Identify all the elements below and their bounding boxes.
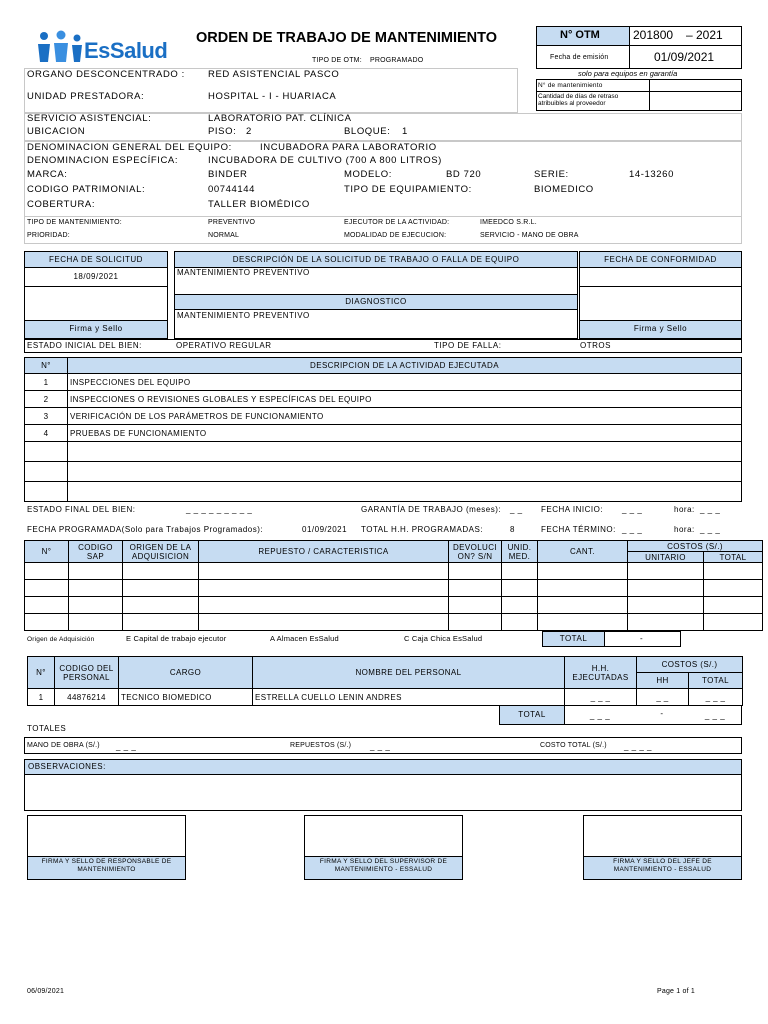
total-hh-value: 8	[510, 525, 515, 534]
serie-value: 14-13260	[629, 169, 674, 180]
fecha-prog-value: 01/09/2021	[302, 525, 348, 534]
per-total-header: TOTAL	[689, 673, 743, 689]
activity-desc: INSPECCIONES O REVISIONES GLOBALES Y ESPECÍFICAS DEL EQUIPO	[68, 391, 742, 408]
signature-label-2: FIRMA Y SELLO DEL SUPERVISOR DE MANTENIMIENTO - ESSALUD	[319, 858, 448, 873]
activity-num: 3	[25, 408, 68, 425]
personal-table	[27, 656, 743, 706]
family-logo-icon	[36, 30, 86, 64]
per-total: _ _ _	[689, 689, 743, 706]
per-codigo-header: CODIGO DEL PERSONAL	[55, 657, 119, 689]
diagnostico-label: DIAGNOSTICO	[345, 297, 407, 306]
fecha-emision-label: Fecha de emisión	[550, 54, 609, 61]
diagnostico-value: MANTENIMIENTO PREVENTIVO	[177, 311, 310, 320]
per-costos-header: COSTOS (S/.)	[637, 657, 743, 673]
otm-number: 201800	[633, 28, 674, 42]
rep-devolucion-header: DEVOLUCI ON? S/N	[449, 541, 502, 563]
conformidad-label: FECHA DE CONFORMIDAD	[604, 255, 717, 264]
per-nombre-header: NOMBRE DEL PERSONAL	[253, 657, 565, 689]
origen-e: E Capital de trabajo ejecutor	[126, 634, 227, 643]
activity-desc: PRUEBAS DE FUNCIONAMIENTO	[68, 425, 742, 442]
servicio-value: LABORATORIO PAT. CLÍNICA	[208, 113, 352, 124]
rep-num-header: N°	[25, 541, 69, 563]
repuestos-table	[24, 540, 763, 631]
activity-num: 2	[25, 391, 68, 408]
piso-value: 2	[246, 126, 252, 137]
per-cargo: TECNICO BIOMEDICO	[119, 689, 253, 706]
tipo-equip-label: TIPO DE EQUIPAMIENTO:	[344, 184, 472, 195]
activity-desc	[68, 482, 742, 502]
total-hh-label: TOTAL H.H. PROGRAMADAS:	[361, 525, 484, 534]
footer-date: 06/09/2021	[27, 988, 65, 995]
organo-label: ORGANO DESCONCENTRADO :	[27, 69, 185, 80]
estado-final-label: ESTADO FINAL DEL BIEN:	[27, 505, 136, 514]
estado-final-value: _ _ _ _ _ _ _ _ _	[186, 505, 253, 514]
fecha-inicio-label: FECHA INICIO:	[541, 505, 604, 514]
tipo-falla-label: TIPO DE FALLA:	[434, 341, 502, 350]
activities-table	[24, 357, 742, 502]
rep-unitario-header: UNITARIO	[628, 552, 704, 563]
per-hh-header: H.H. EJECUTADAS	[565, 657, 637, 689]
per-num: 1	[28, 689, 55, 706]
activity-num	[25, 462, 68, 482]
unidad-value: HOSPITAL - I - HUARIACA	[208, 91, 337, 102]
rep-costos-header: COSTOS (S/.)	[628, 541, 763, 552]
estado-inicial-value: OPERATIVO REGULAR	[176, 341, 272, 350]
marca-label: MARCA:	[27, 169, 68, 180]
table-row	[25, 442, 742, 462]
tipo-mant-label: TIPO DE MANTENIMIENTO:	[27, 219, 122, 226]
per-codigo: 44876214	[55, 689, 119, 706]
per-total-total: _ _ _	[704, 711, 726, 720]
costo-value: _ _ _ _	[624, 742, 652, 751]
table-row	[25, 597, 763, 614]
per-num-header: N°	[28, 657, 55, 689]
footer-page: Page 1 of 1	[657, 988, 696, 995]
table-row	[25, 563, 763, 580]
per-total-hh: _ _ _	[589, 711, 611, 720]
rep-total-label: TOTAL	[559, 634, 588, 643]
rep-cant-header: CANT.	[538, 541, 628, 563]
hora1-value: _ _ _	[700, 505, 721, 514]
den-especifica-label: DENOMINACION ESPECÍFICA:	[27, 155, 179, 166]
fecha-termino-label: FECHA TÉRMINO:	[541, 525, 616, 534]
codigo-label: CODIGO PATRIMONIAL:	[27, 184, 146, 195]
rep-unid-header: UNID. MED.	[502, 541, 538, 563]
serie-label: SERIE:	[534, 169, 569, 180]
signature-label-3: FIRMA Y SELLO DEL JEFE DE MANTENIMIENTO - ESSALUD	[613, 858, 712, 873]
logo-text: EsSalud	[84, 38, 168, 63]
table-row	[25, 425, 742, 442]
essalud-logo	[36, 30, 171, 64]
dias-retraso-label: Cantidad de días de retraso atribuibles al proveedor	[538, 93, 619, 107]
descripcion-value: MANTENIMIENTO PREVENTIVO	[177, 268, 310, 277]
table-row	[25, 408, 742, 425]
per-nombre: ESTRELLA CUELLO LENIN ANDRES	[253, 689, 565, 706]
fecha-prog-label: FECHA PROGRAMADA(Solo para Trabajos Programados):	[27, 525, 264, 534]
organo-value: RED ASISTENCIAL PASCO	[208, 69, 340, 80]
fecha-inicio-value: _ _ _	[622, 505, 643, 514]
observaciones-label: OBSERVACIONES:	[28, 762, 106, 771]
rep-total-header: TOTAL	[704, 552, 763, 563]
firma-solicitud-label: Firma y Sello	[69, 324, 123, 333]
origen-legend-label: Origen de Adquisición	[27, 636, 95, 643]
firma-conformidad-label: Firma y Sello	[633, 324, 688, 333]
modelo-label: MODELO:	[344, 169, 393, 180]
tipo-otm-value: PROGRAMADO	[370, 57, 424, 64]
per-hh2-header: HH	[637, 673, 689, 689]
per-cargo-header: CARGO	[119, 657, 253, 689]
signature-label-1: FIRMA Y SELLO DE RESPONSABLE DE MANTENIMIENTO	[41, 858, 172, 873]
rep-repuesto-header: REPUESTO / CARACTERISTICA	[199, 541, 449, 563]
rep-sap-header: CODIGO SAP	[69, 541, 123, 563]
activity-num: 1	[25, 374, 68, 391]
per-hh: _ _ _	[565, 689, 637, 706]
estado-inicial-label: ESTADO INICIAL DEL BIEN:	[27, 341, 142, 350]
activity-desc: VERIFICACIÓN DE LOS PARÁMETROS DE FUNCIONAMIENTO	[68, 408, 742, 425]
otm-year: – 2021	[686, 28, 723, 42]
tipo-mant-value: PREVENTIVO	[208, 219, 256, 226]
cobertura-label: COBERTURA:	[27, 199, 96, 210]
prioridad-value: NORMAL	[208, 232, 240, 239]
garantia-value: _ _	[510, 505, 523, 514]
modelo-value: BD 720	[446, 169, 482, 180]
modalidad-label: MODALIDAD DE EJECUCION:	[344, 232, 447, 239]
page-title: ORDEN DE TRABAJO DE MANTENIMIENTO	[196, 30, 498, 46]
garantia-note: solo para equipos en garantía	[578, 69, 678, 78]
descripcion-label: DESCRIPCIÓN DE LA SOLICITUD DE TRABAJO O FALLA DE EQUIPO	[232, 255, 520, 264]
table-row	[25, 374, 742, 391]
marca-value: BINDER	[208, 169, 248, 180]
activities-desc-header: DESCRIPCION DE LA ACTIVIDAD EJECUTADA	[68, 358, 742, 374]
activities-num-header: N°	[25, 358, 68, 374]
table-row	[25, 391, 742, 408]
mano-value: _ _ _	[116, 742, 137, 751]
prioridad-label: PRIORIDAD:	[27, 232, 70, 239]
activity-desc	[68, 442, 742, 462]
tipo-equip-value: BIOMEDICO	[534, 184, 594, 195]
activity-num	[25, 442, 68, 462]
den-general-label: DENOMINACION GENERAL DEL EQUIPO:	[27, 142, 232, 153]
mano-label: MANO DE OBRA (S/.)	[27, 742, 100, 749]
activity-desc	[68, 462, 742, 482]
codigo-value: 00744144	[208, 184, 256, 195]
bloque-value: 1	[402, 126, 408, 137]
rep-total-value: -	[640, 634, 644, 643]
totales-title: TOTALES	[27, 724, 67, 733]
ejecutor-value: IMEEDCO S.R.L.	[480, 219, 537, 226]
costo-label: COSTO TOTAL (S/.)	[540, 742, 607, 749]
den-general-value: INCUBADORA PARA LABORATORIO	[260, 142, 437, 153]
rep-origen-header: ORIGEN DE LA ADQUISICION	[123, 541, 199, 563]
n-mantenimiento-label: N° de mantenimiento	[538, 82, 603, 89]
activity-num	[25, 482, 68, 502]
origen-a: A Almacen EsSalud	[270, 634, 339, 643]
hora2-label: hora:	[674, 525, 695, 534]
activity-num: 4	[25, 425, 68, 442]
bloque-label: BLOQUE:	[344, 126, 391, 137]
tipo-falla-value: OTROS	[580, 341, 611, 350]
table-row	[25, 482, 742, 502]
fecha-emision-value: 01/09/2021	[654, 50, 715, 64]
unidad-label: UNIDAD PRESTADORA:	[27, 91, 145, 102]
hora2-value: _ _ _	[700, 525, 721, 534]
modalidad-value: SERVICIO - MANO DE OBRA	[480, 232, 579, 239]
table-row	[25, 614, 763, 631]
den-especifica-value: INCUBADORA DE CULTIVO (700 A 800 LITROS)	[208, 155, 442, 166]
tipo-otm-label: TIPO DE OTM:	[312, 57, 362, 64]
cobertura-value: TALLER BIOMÉDICO	[208, 199, 310, 210]
ejecutor-label: EJECUTOR DE LA ACTIVIDAD:	[344, 219, 450, 226]
origen-c: C Caja Chica EsSalud	[404, 634, 483, 643]
otm-label: N° OTM	[560, 29, 600, 41]
fecha-solicitud-value: 18/09/2021	[73, 272, 119, 281]
table-row	[25, 462, 742, 482]
fecha-solicitud-label: FECHA DE SOLICITUD	[49, 255, 143, 264]
rep-label: REPUESTOS (S/.)	[290, 742, 352, 749]
ubicacion-label: UBICACION	[27, 126, 86, 137]
per-total-label: TOTAL	[518, 710, 546, 719]
table-row	[25, 580, 763, 597]
table-row	[28, 689, 743, 706]
servicio-label: SERVICIO ASISTENCIAL:	[27, 113, 152, 124]
per-total-costo-hh: -	[660, 709, 664, 718]
activity-desc: INSPECCIONES DEL EQUIPO	[68, 374, 742, 391]
rep-value: _ _ _	[370, 742, 391, 751]
garantia-label: GARANTÍA DE TRABAJO (meses):	[361, 505, 502, 514]
piso-label: PISO:	[208, 126, 237, 137]
fecha-termino-value: _ _ _	[622, 525, 643, 534]
per-costo-hh: _ _	[637, 689, 689, 706]
hora1-label: hora:	[674, 505, 695, 514]
